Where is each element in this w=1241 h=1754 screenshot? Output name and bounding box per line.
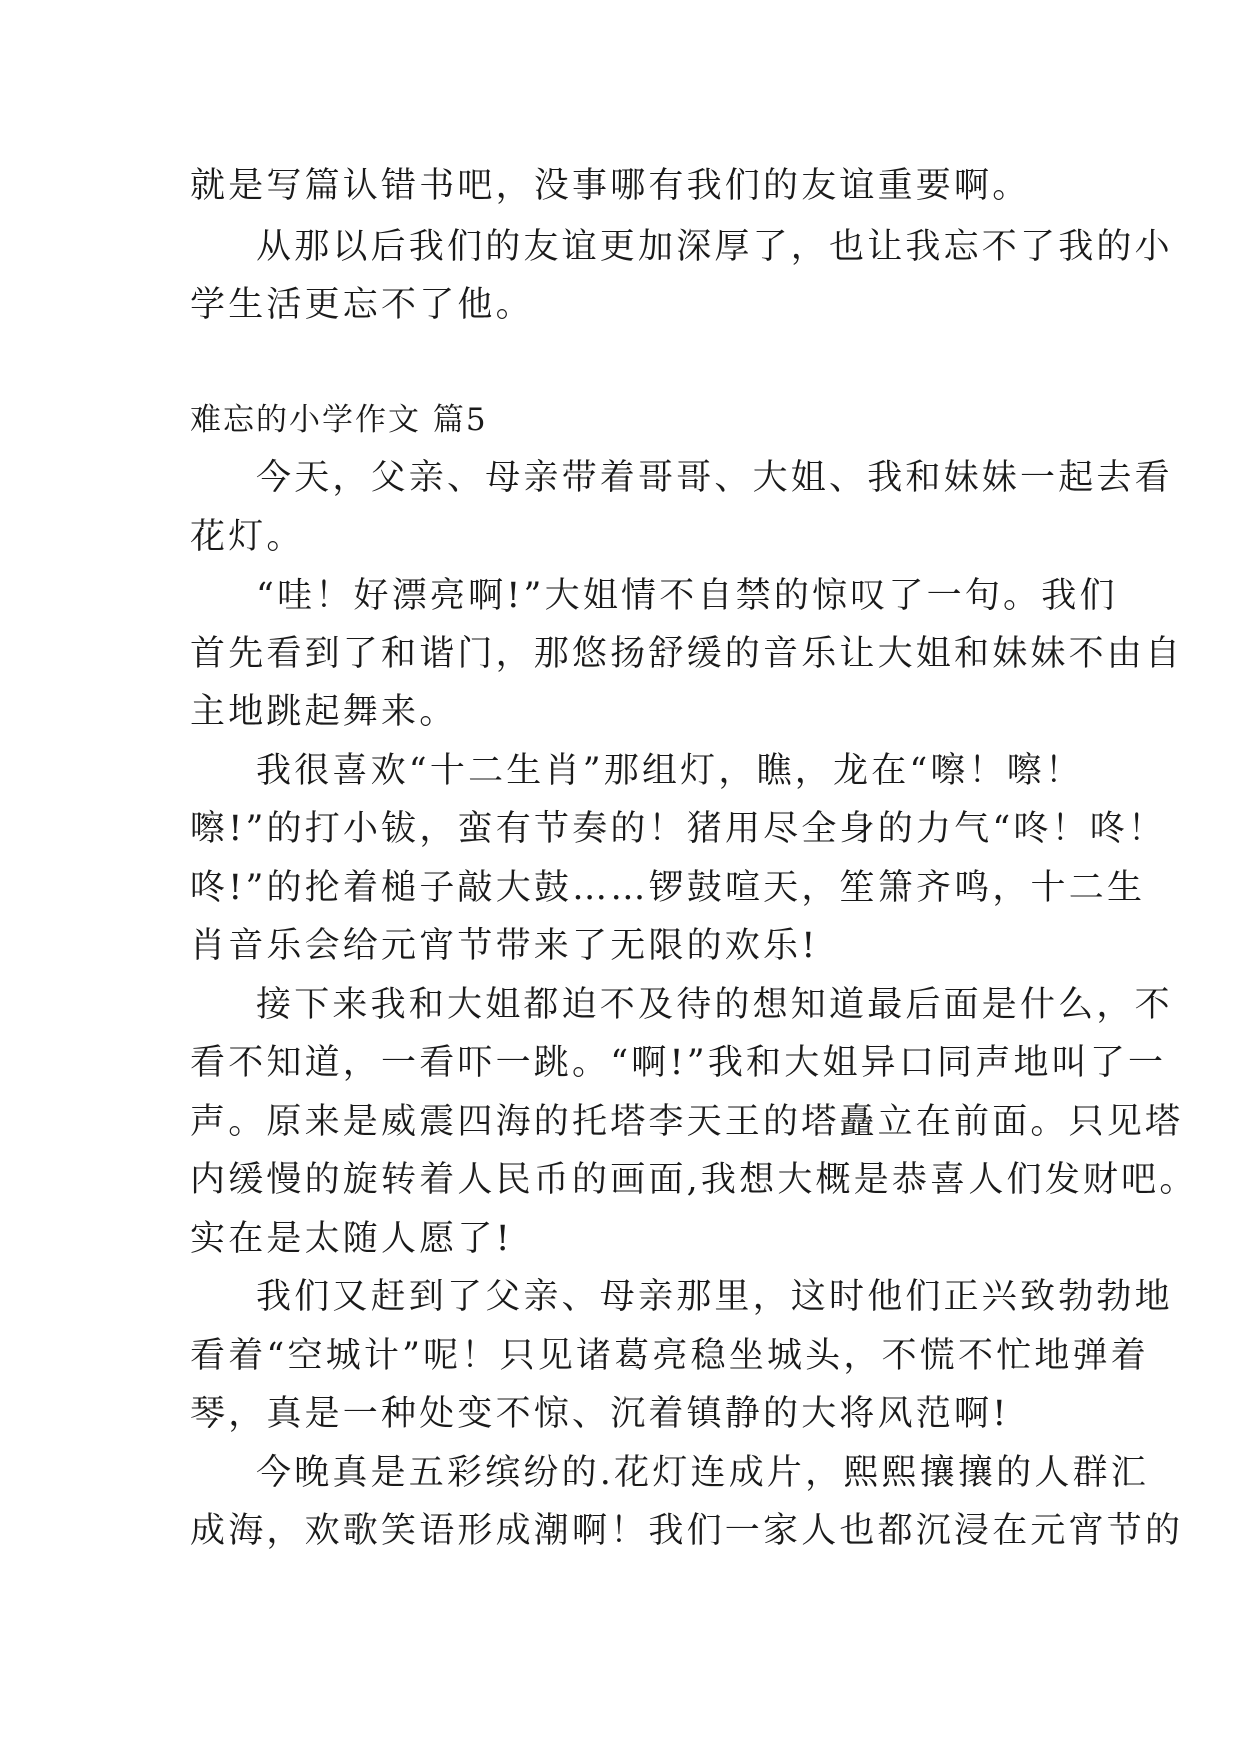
text-line: 主地跳起舞来。 <box>190 692 458 732</box>
text-line: 看着“空城计”呢！只见诸葛亮稳坐城头，不慌不忙地弹着 <box>190 1336 1149 1376</box>
text-line: 声。原来是威震四海的托塔李天王的塔矗立在前面。只见塔 <box>190 1102 1184 1142</box>
text-line: 咚!”的抡着槌子敲大鼓……锣鼓喧天，笙箫齐鸣，十二生 <box>190 868 1146 908</box>
text-line: 嚓!”的打小钹，蛮有节奏的！猪用尽全身的力气“咚！咚！ <box>190 809 1167 849</box>
section-heading: 难忘的小学作文 篇5 <box>190 402 488 438</box>
text-line: 我很喜欢“十二生肖”那组灯，瞧，龙在“嚓！嚓！ <box>256 751 1084 791</box>
text-line: 琴，真是一种处变不惊、沉着镇静的大将风范啊! <box>190 1394 1010 1434</box>
text-line: “哇！好漂亮啊!”大姐情不自禁的惊叹了一句。我们 <box>256 576 1118 616</box>
text-line: 从那以后我们的友谊更加深厚了，也让我忘不了我的小 <box>256 227 1173 267</box>
text-line: 花灯。 <box>190 517 305 557</box>
text-line: 接下来我和大姐都迫不及待的想知道最后面是什么，不 <box>256 985 1173 1025</box>
text-line: 实在是太随人愿了! <box>190 1219 513 1259</box>
text-line: 肖音乐会给元宵节带来了无限的欢乐! <box>190 926 819 966</box>
text-line: 今天，父亲、母亲带着哥哥、大姐、我和妹妹一起去看 <box>256 458 1173 498</box>
text-line: 今晚真是五彩缤纷的.花灯连成片，熙熙攘攘的人群汇 <box>256 1453 1149 1493</box>
text-line: 就是写篇认错书吧，没事哪有我们的友谊重要啊。 <box>190 166 1031 206</box>
text-line: 学生活更忘不了他。 <box>190 285 534 325</box>
text-line: 我们又赶到了父亲、母亲那里，这时他们正兴致勃勃地 <box>256 1277 1173 1317</box>
text-line: 首先看到了和谐门，那悠扬舒缓的音乐让大姐和妹妹不由自 <box>190 634 1184 674</box>
text-line: 看不知道，一看吓一跳。“啊!”我和大姐异口同声地叫了一 <box>190 1043 1167 1083</box>
text-line: 内缓慢的旋转着人民币的画面,我想大概是恭喜人们发财吧。 <box>190 1160 1198 1200</box>
text-line: 成海，欢歌笑语形成潮啊！我们一家人也都沉浸在元宵节的 <box>190 1511 1184 1551</box>
